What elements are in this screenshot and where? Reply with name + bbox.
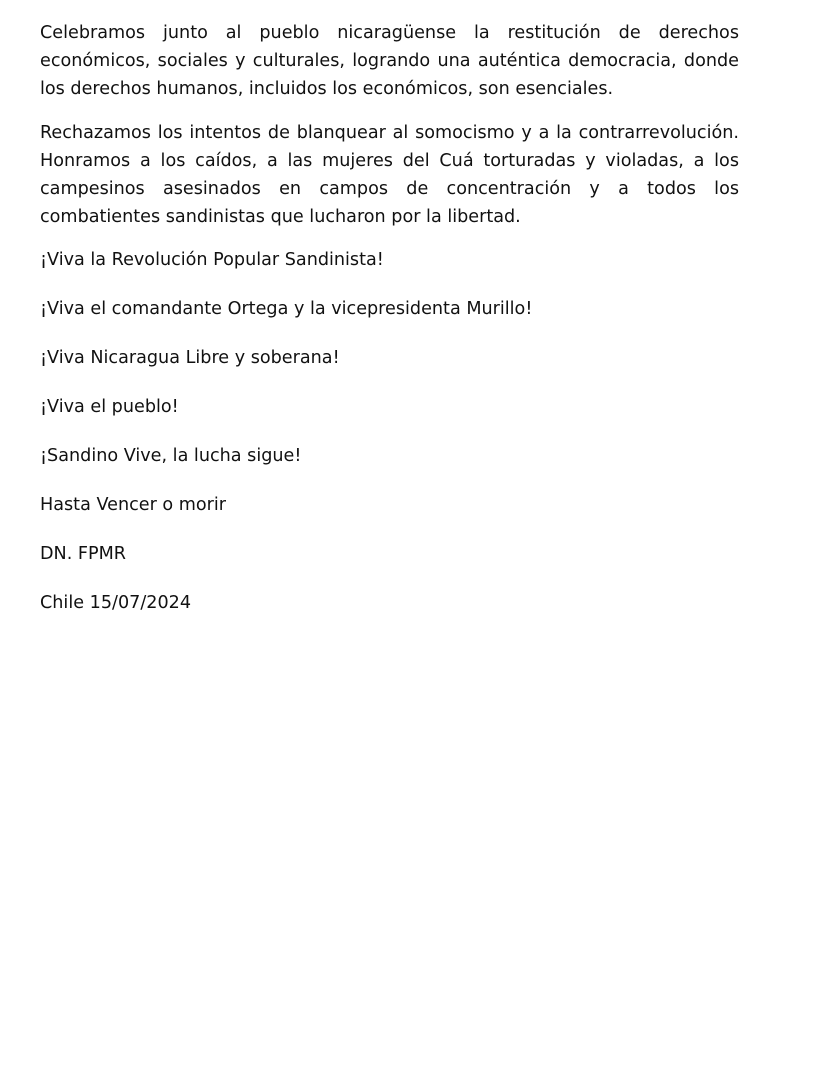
slogan-sandino: ¡Sandino Vive, la lucha sigue!: [40, 446, 302, 466]
slogan-hasta-vencer: Hasta Vencer o morir: [40, 495, 227, 515]
slogan-nicaragua: ¡Viva Nicaragua Libre y soberana!: [40, 348, 340, 368]
place-date: Chile 15/07/2024: [40, 593, 192, 613]
slogan-pueblo: ¡Viva el pueblo!: [40, 397, 179, 417]
paragraph-celebration: Celebramos junto al pueblo nicaragüense la restitución de derechos económicos, sociales y culturales, logrando una auténtica democracia, donde los derechos humanos, incluidos los económicos, son esenciales.: [40, 23, 739, 99]
signature: DN. FPMR: [40, 544, 127, 564]
slogan-revolution: ¡Viva la Revolución Popular Sandinista!: [40, 250, 384, 270]
slogan-ortega-murillo: ¡Viva el comandante Ortega y la vicepresidenta Murillo!: [40, 299, 533, 319]
paragraph-rejection: Rechazamos los intentos de blanquear al somocismo y a la contrarrevolución. Honramos a los caídos, a las mujeres del Cuá torturadas y violadas, a los campesinos asesinados en campos de concentración y a todos los combatientes sandinistas que lucharon por la libertad.: [40, 123, 739, 227]
